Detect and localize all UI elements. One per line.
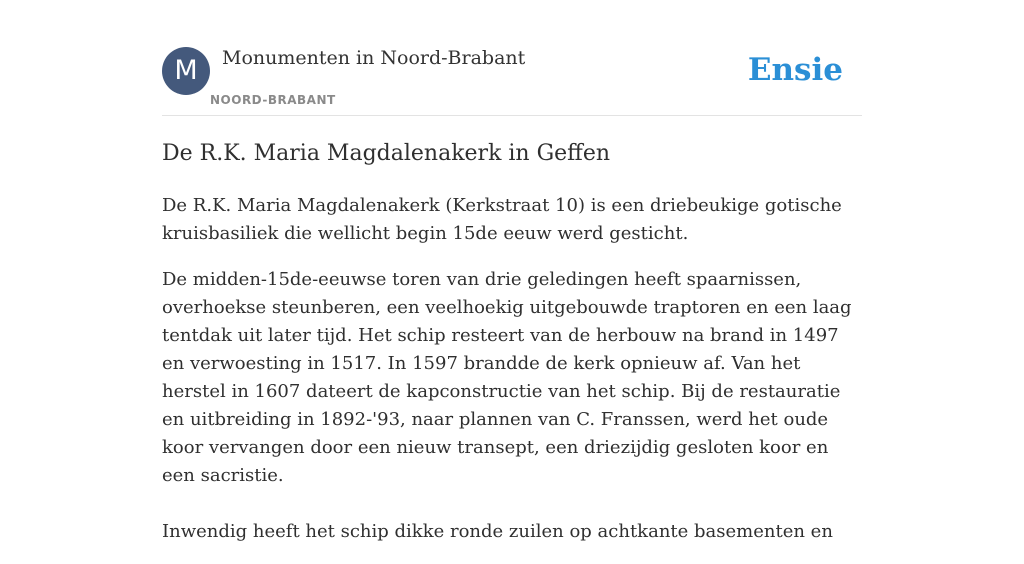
collection-title-link[interactable]: Monumenten in Noord-Brabant <box>222 47 526 69</box>
category-label[interactable]: NOORD-BRABANT <box>210 93 336 107</box>
brand-logo[interactable]: Ensie <box>747 52 843 88</box>
article-title: De R.K. Maria Magdalenakerk in Geffen <box>162 141 611 166</box>
page-header <box>162 46 862 116</box>
collection-avatar[interactable]: M <box>162 47 210 95</box>
article <box>162 138 862 564</box>
article-paragraph: De midden-15de-eeuwse toren van drie geledingen heeft spaarnissen, overhoekse steunberen, een veelhoekig uitgebouwde traptoren en een laag tentdak uit later tijd. Het schip resteert van de herbouw na brand in 1497 en verwoesting in 1517. In 1597 brandde de kerk opnieuw af. Van het herstel in 1607 dateert de kapconstructie van het schip. Bij de restauratie en uitbreiding in 1892-'93, naar plannen van C. Franssen, werd het oude koor vervangen door een nieuw transept, een driezijdig gesloten koor en een sacristie. <box>162 269 852 486</box>
header-divider <box>162 115 862 116</box>
article-paragraph: Inwendig heeft het schip dikke ronde zuilen op achtkante basementen en <box>162 521 833 542</box>
article-paragraph: De R.K. Maria Magdalenakerk (Kerkstraat 10) is een driebeukige gotische kruisbasiliek die wellicht begin 15de eeuw werd gesticht. <box>162 195 842 244</box>
